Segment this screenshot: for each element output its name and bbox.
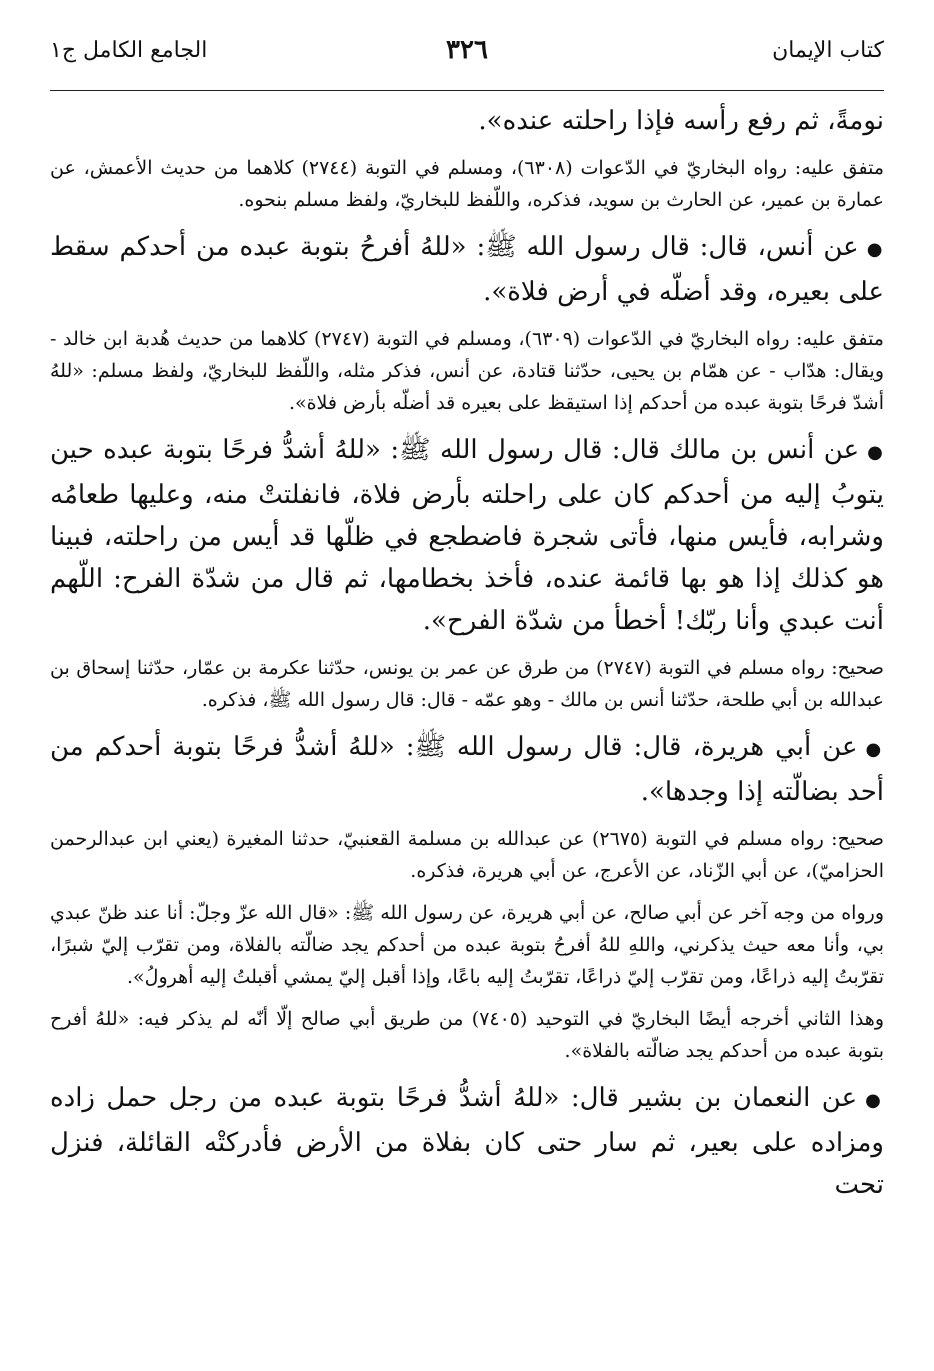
hadith-text: نومةً، ثم رفع رأسه فإذا راحلته عنده». [478, 106, 884, 136]
header-chapter-title: كتاب الإيمان [772, 37, 884, 63]
takhrij-note: ورواه من وجه آخر عن أبي صالح، عن أبي هريرة، عن رسول الله ﷺ: «قال الله عزّ وجلّ: أنا عند ظنّ عبدي بي، وأنا معه حيث يذكرني، واللهِ للهُ أفرحُ بتوبة عبده من أحدكم يجد ضالّته بالفلاة، ومن تقرّب إليّ شبرًا، تقرّبتُ إليه ذراعًا، ومن تقرّب إليّ ذراعًا، تقرّبتُ إليه باعًا، وإذا أقبل إليّ يمشي أقبلتُ إليه أهرولُ». [50, 902, 884, 988]
hadith-text: ●عن النعمان بن بشير قال: «للهُ أشدُّ فرحًا بتوبة عبده من رجل حمل زاده ومزاده على بعير، ثم سار حتى كان بفلاة من الأرض فأدركتْه القائلة، فنزل تحت [50, 1083, 884, 1200]
takhrij-note: متفق عليه: رواه البخاريّ في الدّعوات (٦٣٠٩)، ومسلم في التوبة (٢٧٤٧) كلاهما من حديث هُدبة ابن خالد - ويقال: هدّاب - عن همّام بن يحيى، حدّثنا قتادة، عن أنس، فذكر مثله، واللّفظ للبخاريّ، ولفظ مسلم: «للهُ أشدّ فرحًا بتوبة عبده من أحدكم إذا استيقظ على بعيره قد أضلّه بأرض فلاة». [50, 328, 884, 414]
takhrij-note: صحيح: رواه مسلم في التوبة (٢٦٧٥) عن عبدالله بن مسلمة القعنبيّ، حدثنا المغيرة (يعني ابن عبدالرحمن الحزاميّ)، عن أبي الزّناد، عن الأعرج، عن أبي هريرة، فذكره. [50, 828, 884, 882]
hadith-text: ●عن أبي هريرة، قال: قال رسول الله ﷺ: «للهُ أشدُّ فرحًا بتوبة أحدكم من أحد بضالّته إذا وجدها». [50, 732, 884, 807]
page-content [50, 100, 884, 1216]
header-book-title: الجامع الكامل ج١ [50, 37, 208, 63]
hadith-text: ●عن أنس بن مالك قال: قال رسول الله ﷺ: «للهُ أشدُّ فرحًا بتوبة عبده حين يتوبُ إليه من أحدكم كان على راحلته بأرض فلاة، فانفلتتْ منه، وعليها طعامُه وشرابه، فأيس منها، فأتى شجرة فاضطجع في ظلّها قد أيس من راحلته، فبينا هو كذلك إذا هو بها قائمة عنده، فأخذ بخطامها، ثم قال من شدّة الفرح: اللّهم أنت عبدي وأنا ربّك! أخطأ من شدّة الفرح». [50, 435, 884, 636]
takhrij-note: صحيح: رواه مسلم في التوبة (٢٧٤٧) من طرق عن عمر بن يونس، حدّثنا عكرمة بن عمّار، حدّثنا إسحاق بن عبدالله بن أبي طلحة، حدّثنا أنس بن مالك - وهو عمّه - قال: قال رسول الله ﷺ، فذكره. [50, 657, 884, 711]
page-header [50, 0, 884, 100]
bullet-icon: ● [865, 739, 884, 760]
book-page [50, 0, 884, 1200]
bullet-icon: ● [867, 442, 884, 463]
header-divider [50, 90, 884, 91]
page-number: ٣٢٦ [446, 35, 488, 65]
bullet-icon: ● [866, 239, 884, 260]
takhrij-note: متفق عليه: رواه البخاريّ في الدّعوات (٦٣٠٨)، ومسلم في التوبة (٢٧٤٤) كلاهما من حديث الأعمش، عن عمارة بن عمير، عن الحارث بن سويد، فذكره، واللّفظ للبخاريّ، ولفظ مسلم بنحوه. [50, 157, 884, 211]
takhrij-note: وهذا الثاني أخرجه أيضًا البخاريّ في التوحيد (٧٤٠٥) من طريق أبي صالح إلّا أنّه لم يذكر فيه: «للهُ أفرح بتوبة عبده من أحدكم يجد ضالّته بالفلاة». [50, 1008, 884, 1062]
bullet-icon: ● [865, 1090, 884, 1111]
hadith-text: ●عن أنس، قال: قال رسول الله ﷺ: «للهُ أفرحُ بتوبة عبده من أحدكم سقط على بعيره، وقد أضلّه في أرض فلاة». [50, 232, 884, 307]
